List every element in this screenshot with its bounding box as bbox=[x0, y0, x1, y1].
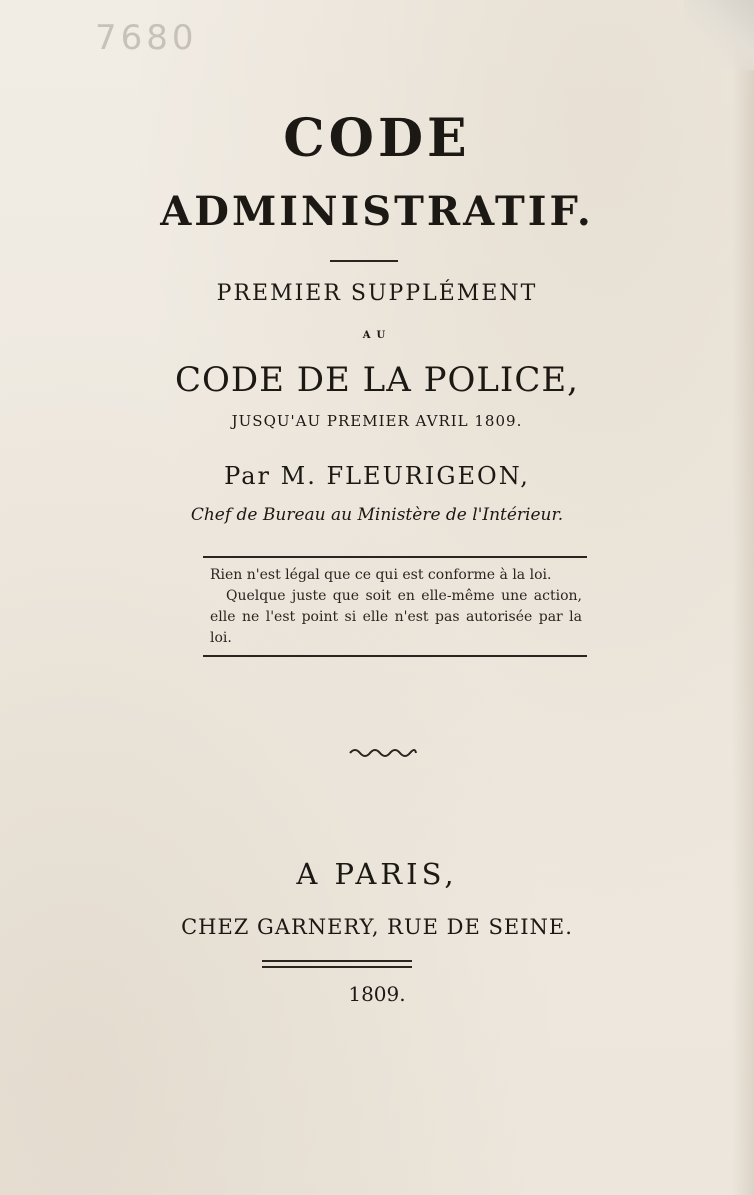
connector-word: AU bbox=[362, 330, 392, 341]
imprint-rule-lower bbox=[262, 966, 412, 968]
imprint-publisher: CHEZ GARNERY, RUE DE SEINE. bbox=[181, 915, 573, 939]
epigraph-rule-bottom bbox=[203, 655, 587, 657]
imprint-rule-upper bbox=[262, 960, 412, 962]
imprint-year: 1809. bbox=[348, 982, 406, 1006]
torn-corner bbox=[684, 0, 754, 70]
title-rule bbox=[330, 260, 398, 262]
wavy-ornament-icon bbox=[348, 744, 418, 762]
epigraph-line-2: Quelque juste que soit en elle-même une action, elle ne l'est point si elle n'est pas autorisée par la loi. bbox=[210, 588, 582, 646]
subtitle: PREMIER SUPPLÉMENT bbox=[216, 281, 538, 306]
epigraph bbox=[210, 565, 582, 649]
epigraph-rule-top bbox=[203, 556, 587, 558]
epigraph-line-1: Rien n'est légal que ce qui est conforme à la loi. bbox=[210, 567, 552, 583]
date-line: JUSQU'AU PREMIER AVRIL 1809. bbox=[231, 412, 523, 430]
author-title: Chef de Bureau au Ministère de l'Intérieur. bbox=[190, 505, 564, 525]
pencil-marginalia: 7680 bbox=[95, 18, 198, 58]
work-title: CODE DE LA POLICE, bbox=[174, 360, 579, 400]
title-line-2: ADMINISTRATIF. bbox=[160, 188, 594, 235]
imprint-city: A PARIS, bbox=[296, 857, 458, 891]
author-line: Par M. FLEURIGEON, bbox=[224, 462, 530, 490]
page-edge-shadow bbox=[732, 0, 754, 1195]
title-line-1: CODE bbox=[283, 108, 471, 169]
